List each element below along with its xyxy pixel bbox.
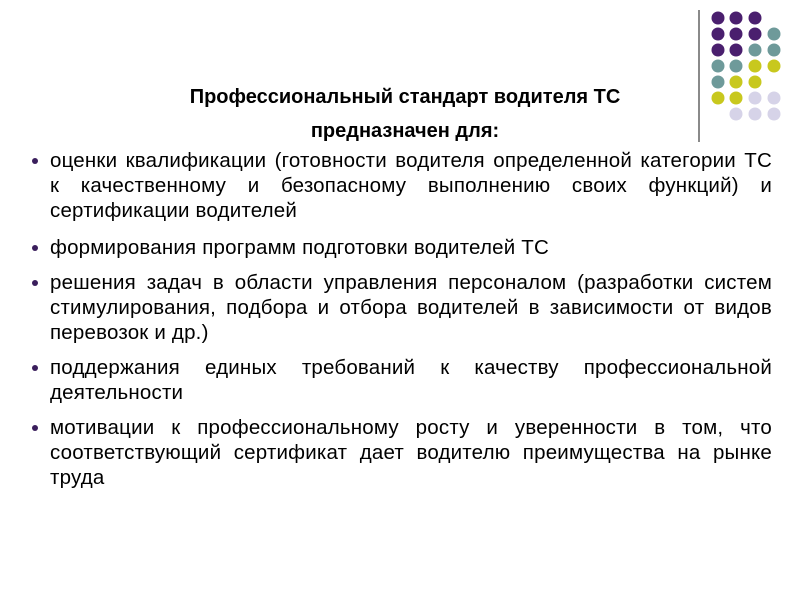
decorative-dot (730, 92, 743, 105)
bullet-text: решения задач в области управления персоналом (разработки систем стимулирования, подбора и отбора водителей в зависимости от видов перевозок и др.) (50, 271, 772, 344)
bullet-text: мотивации к профессиональному росту и уверенности в том, что соответствующий сертификат дает водителю преимущества на рынке труда (50, 416, 772, 489)
decorative-dot (749, 92, 762, 105)
bullet-text: оценки квалификации (готовности водителя определенной категории ТС к качественному и безопасному выполнению своих функций) и сертификации водителей (50, 149, 772, 222)
bullet-dot-icon (32, 245, 38, 251)
decorative-dot (730, 12, 743, 25)
decorative-dot (749, 108, 762, 121)
title-line-2: предназначен для: (310, 120, 500, 142)
decorative-dot (768, 60, 781, 73)
decorative-dot (730, 60, 743, 73)
decorative-dot (768, 28, 781, 41)
decorative-dot (712, 12, 725, 25)
decorative-dot (749, 28, 762, 41)
bullet-item-motivation (30, 415, 772, 490)
bullet-dot-icon (32, 280, 38, 286)
decorative-dot (768, 44, 781, 57)
decorative-dot (749, 60, 762, 73)
bullet-dot-icon (32, 158, 38, 164)
decorative-dot (749, 44, 762, 57)
bullet-dot-icon (32, 365, 38, 371)
bullet-item-training-programs (30, 235, 772, 260)
decorative-dot (730, 28, 743, 41)
decorative-dot (749, 76, 762, 89)
decorative-dot (712, 92, 725, 105)
bullet-item-quality-requirements (30, 355, 772, 405)
title-line-1: Профессиональный стандарт водителя ТС (189, 86, 621, 108)
bullet-text: поддержания единых требований к качеству профессиональной деятельности (50, 356, 772, 404)
bullet-item-assessment (30, 148, 772, 223)
decorative-dot (768, 92, 781, 105)
bullet-dot-icon (32, 425, 38, 431)
decorative-dot (712, 76, 725, 89)
decorative-dot (730, 76, 743, 89)
bullet-list (30, 148, 772, 500)
decorative-dot (712, 28, 725, 41)
decorative-dot (730, 108, 743, 121)
decorative-dot (712, 44, 725, 57)
decorative-dot (749, 12, 762, 25)
decorative-dot (712, 60, 725, 73)
bullet-text: формирования программ подготовки водителей ТС (50, 236, 550, 259)
bullet-item-personnel-management (30, 270, 772, 345)
decorative-dot (730, 44, 743, 57)
decorative-dot (768, 108, 781, 121)
slide-title (110, 80, 700, 148)
